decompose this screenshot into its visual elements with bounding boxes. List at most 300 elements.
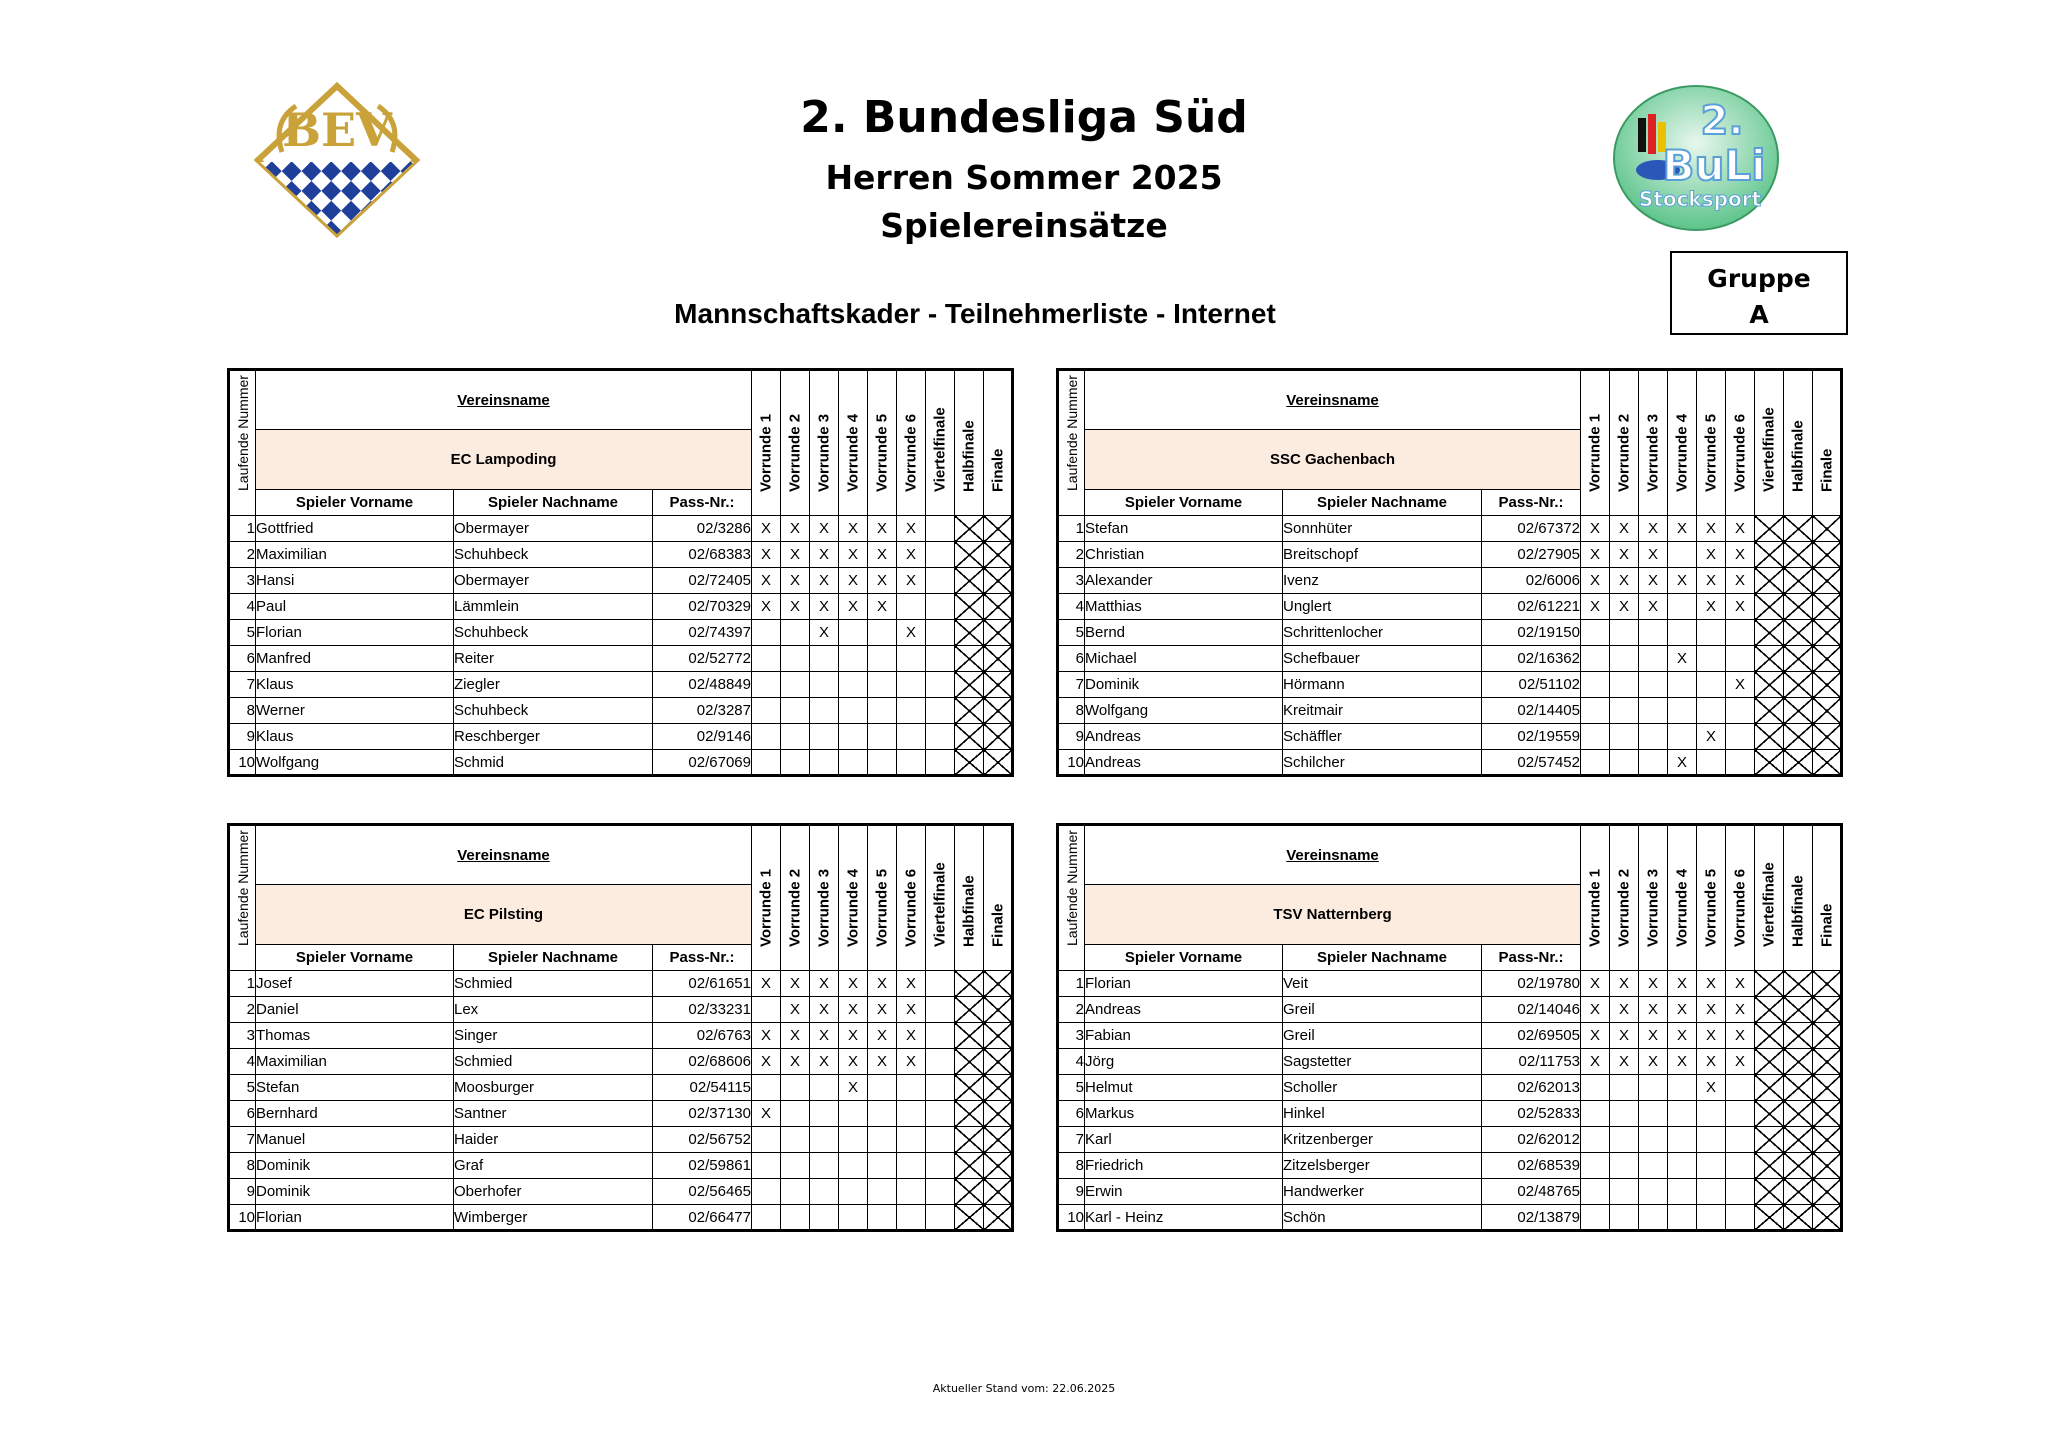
player-number: 4 <box>229 594 256 620</box>
player-pass-number: 02/68606 <box>653 1049 752 1075</box>
player-pass-number: 02/27905 <box>1482 542 1581 568</box>
round-mark <box>1697 750 1726 776</box>
round-mark: X <box>868 594 897 620</box>
round-mark: X <box>1697 516 1726 542</box>
player-last-name: Lex <box>454 997 653 1023</box>
round-mark: X <box>1610 971 1639 997</box>
player-first-name: Erwin <box>1085 1179 1283 1205</box>
round-header-label: Vorrunde 3 <box>1644 413 1662 492</box>
round-mark <box>1726 698 1755 724</box>
crossed-cell <box>1813 542 1842 568</box>
round-mark: X <box>868 542 897 568</box>
crossed-cell <box>1784 1049 1813 1075</box>
crossed-cell <box>1755 1153 1784 1179</box>
player-last-name: Kritzenberger <box>1283 1127 1482 1153</box>
crossed-cell <box>1784 750 1813 776</box>
crossed-cell <box>1813 1205 1842 1231</box>
player-pass-number: 02/9146 <box>653 724 752 750</box>
round-header <box>1726 370 1755 516</box>
player-first-name: Alexander <box>1085 568 1283 594</box>
round-mark <box>926 1179 955 1205</box>
round-header-label: Vorrunde 6 <box>1731 413 1749 492</box>
crossed-cell <box>984 971 1013 997</box>
player-last-name: Schuhbeck <box>454 542 653 568</box>
table-row <box>1058 724 1842 750</box>
player-number: 2 <box>1058 542 1085 568</box>
player-first-name: Fabian <box>1085 1023 1283 1049</box>
round-mark <box>752 620 781 646</box>
player-first-name: Florian <box>256 620 454 646</box>
player-last-name: Schilcher <box>1283 750 1482 776</box>
round-header-label: Vorrunde 4 <box>844 413 862 492</box>
round-mark <box>1726 1127 1755 1153</box>
player-last-name: Obermayer <box>454 568 653 594</box>
player-first-name: Maximilian <box>256 542 454 568</box>
round-mark <box>868 1127 897 1153</box>
round-mark: X <box>897 516 926 542</box>
player-number: 5 <box>229 1075 256 1101</box>
table-row <box>229 646 1013 672</box>
round-mark: X <box>1726 1049 1755 1075</box>
crossed-cell <box>1813 698 1842 724</box>
crossed-cell <box>984 620 1013 646</box>
round-mark <box>868 1101 897 1127</box>
round-mark: X <box>868 568 897 594</box>
crossed-cell <box>955 1179 984 1205</box>
round-mark: X <box>1668 1049 1697 1075</box>
crossed-cell <box>1813 594 1842 620</box>
page-subtitle: Herren Sommer 2025 <box>825 158 1223 197</box>
crossed-cell <box>1755 672 1784 698</box>
round-mark: X <box>752 1023 781 1049</box>
round-mark: X <box>1668 971 1697 997</box>
player-pass-number: 02/6763 <box>653 1023 752 1049</box>
round-mark <box>752 1075 781 1101</box>
player-number: 8 <box>1058 1153 1085 1179</box>
round-mark: X <box>810 997 839 1023</box>
player-last-name: Schefbauer <box>1283 646 1482 672</box>
crossed-cell <box>984 516 1013 542</box>
vorname-header: Spieler Vorname <box>256 490 454 516</box>
round-mark <box>1610 724 1639 750</box>
player-first-name: Klaus <box>256 672 454 698</box>
crossed-cell <box>984 568 1013 594</box>
round-mark <box>1610 620 1639 646</box>
crossed-cell <box>984 750 1013 776</box>
round-mark: X <box>1668 1023 1697 1049</box>
player-last-name: Schmid <box>454 750 653 776</box>
buli-logo-text-3: Stocksport <box>1638 187 1762 211</box>
round-mark <box>1697 620 1726 646</box>
player-pass-number: 02/19559 <box>1482 724 1581 750</box>
round-mark <box>1639 724 1668 750</box>
round-mark <box>1581 1179 1610 1205</box>
table-row <box>229 724 1013 750</box>
round-header <box>1639 825 1668 971</box>
crossed-cell <box>955 724 984 750</box>
player-first-name: Wolfgang <box>256 750 454 776</box>
player-last-name: Sonnhüter <box>1283 516 1482 542</box>
round-mark <box>839 724 868 750</box>
round-mark: X <box>810 542 839 568</box>
player-pass-number: 02/56752 <box>653 1127 752 1153</box>
round-mark <box>897 1179 926 1205</box>
player-last-name: Sagstetter <box>1283 1049 1482 1075</box>
round-mark <box>1697 672 1726 698</box>
round-header-label: Finale <box>989 448 1006 492</box>
nachname-header: Spieler Nachname <box>1283 490 1482 516</box>
crossed-cell <box>1813 516 1842 542</box>
round-mark <box>781 672 810 698</box>
round-mark <box>1639 672 1668 698</box>
table-row <box>229 1023 1013 1049</box>
team-table <box>227 368 1014 777</box>
player-number: 8 <box>229 1153 256 1179</box>
round-mark: X <box>839 1023 868 1049</box>
table-row <box>229 1205 1013 1231</box>
round-mark <box>1726 1179 1755 1205</box>
round-mark: X <box>1610 1023 1639 1049</box>
round-mark <box>926 1023 955 1049</box>
round-mark <box>897 1101 926 1127</box>
round-mark: X <box>897 568 926 594</box>
crossed-cell <box>1784 646 1813 672</box>
player-last-name: Hinkel <box>1283 1101 1482 1127</box>
round-mark: X <box>897 1049 926 1075</box>
round-header-label: Viertelfinale <box>1760 862 1778 947</box>
round-mark <box>1726 1205 1755 1231</box>
crossed-cell <box>1813 971 1842 997</box>
player-pass-number: 02/69505 <box>1482 1023 1581 1049</box>
round-header-label: Vorrunde 5 <box>873 413 891 492</box>
round-mark: X <box>1697 1075 1726 1101</box>
group-value: A <box>1749 300 1769 329</box>
round-mark: X <box>810 568 839 594</box>
round-mark: X <box>839 568 868 594</box>
round-mark: X <box>752 516 781 542</box>
round-header-label: Vorrunde 1 <box>757 868 775 947</box>
round-mark <box>1581 1075 1610 1101</box>
vorname-header: Spieler Vorname <box>1085 490 1283 516</box>
player-last-name: Ivenz <box>1283 568 1482 594</box>
player-number: 3 <box>229 568 256 594</box>
player-last-name: Schuhbeck <box>454 620 653 646</box>
player-pass-number: 02/56465 <box>653 1179 752 1205</box>
crossed-cell <box>1784 971 1813 997</box>
round-header <box>839 370 868 516</box>
round-mark <box>810 724 839 750</box>
pass-header: Pass-Nr.: <box>653 490 752 516</box>
player-pass-number: 02/68383 <box>653 542 752 568</box>
round-mark <box>839 1179 868 1205</box>
round-mark <box>1581 698 1610 724</box>
round-mark <box>1581 1153 1610 1179</box>
round-mark <box>897 1205 926 1231</box>
round-mark: X <box>1610 997 1639 1023</box>
table-row <box>1058 698 1842 724</box>
round-mark: X <box>1668 568 1697 594</box>
round-header <box>1668 825 1697 971</box>
crossed-cell <box>955 672 984 698</box>
nachname-header: Spieler Nachname <box>454 945 653 971</box>
round-header-label: Vorrunde 6 <box>902 868 920 947</box>
crossed-cell <box>1755 1023 1784 1049</box>
round-header-label: Vorrunde 1 <box>1586 868 1604 947</box>
player-pass-number: 02/19150 <box>1482 620 1581 646</box>
round-mark <box>1639 750 1668 776</box>
player-first-name: Karl - Heinz <box>1085 1205 1283 1231</box>
crossed-cell <box>1813 1023 1842 1049</box>
round-mark <box>752 1205 781 1231</box>
crossed-cell <box>984 1075 1013 1101</box>
round-mark <box>926 698 955 724</box>
club-name: EC Pilsting <box>256 885 752 945</box>
crossed-cell <box>984 594 1013 620</box>
player-last-name: Graf <box>454 1153 653 1179</box>
laufende-nummer-header <box>229 370 256 516</box>
player-number: 5 <box>229 620 256 646</box>
player-first-name: Dominik <box>256 1179 454 1205</box>
player-last-name: Veit <box>1283 971 1482 997</box>
round-header <box>1726 825 1755 971</box>
table-row <box>229 568 1013 594</box>
round-header <box>1755 825 1784 971</box>
player-number: 7 <box>1058 672 1085 698</box>
round-mark: X <box>1697 971 1726 997</box>
round-mark <box>868 1153 897 1179</box>
crossed-cell <box>1755 1205 1784 1231</box>
round-mark: X <box>810 1023 839 1049</box>
round-mark <box>926 620 955 646</box>
round-mark <box>1639 620 1668 646</box>
table-row <box>1058 516 1842 542</box>
player-number: 1 <box>1058 516 1085 542</box>
player-pass-number: 02/72405 <box>653 568 752 594</box>
round-mark <box>1610 1153 1639 1179</box>
crossed-cell <box>1784 672 1813 698</box>
round-mark <box>897 698 926 724</box>
player-number: 7 <box>229 672 256 698</box>
player-first-name: Andreas <box>1085 997 1283 1023</box>
round-header <box>1610 370 1639 516</box>
round-mark: X <box>781 594 810 620</box>
player-last-name: Breitschopf <box>1283 542 1482 568</box>
round-mark: X <box>781 971 810 997</box>
round-mark <box>810 1075 839 1101</box>
round-mark <box>781 1127 810 1153</box>
round-mark: X <box>1581 1049 1610 1075</box>
crossed-cell <box>955 997 984 1023</box>
page-title: 2. Bundesliga Süd <box>800 92 1248 143</box>
player-first-name: Werner <box>256 698 454 724</box>
round-mark: X <box>1639 1049 1668 1075</box>
laufende-nummer-label: Laufende Nummer <box>234 830 251 946</box>
player-last-name: Hörmann <box>1283 672 1482 698</box>
round-header-label: Vorrunde 4 <box>844 868 862 947</box>
group-label: Gruppe <box>1707 264 1811 293</box>
player-number: 8 <box>229 698 256 724</box>
round-header-label: Vorrunde 2 <box>1615 868 1633 947</box>
player-pass-number: 02/74397 <box>653 620 752 646</box>
player-number: 6 <box>1058 646 1085 672</box>
laufende-nummer-label: Laufende Nummer <box>1063 830 1080 946</box>
crossed-cell <box>1813 646 1842 672</box>
round-mark <box>781 620 810 646</box>
laufende-nummer-label: Laufende Nummer <box>234 375 251 491</box>
round-mark <box>926 568 955 594</box>
crossed-cell <box>1755 646 1784 672</box>
table-row <box>229 620 1013 646</box>
round-mark: X <box>1697 594 1726 620</box>
player-last-name: Scholler <box>1283 1075 1482 1101</box>
round-header-label: Vorrunde 5 <box>1702 868 1720 947</box>
round-header <box>1610 825 1639 971</box>
crossed-cell <box>1813 568 1842 594</box>
nachname-header: Spieler Nachname <box>454 490 653 516</box>
round-mark: X <box>839 516 868 542</box>
round-mark: X <box>1639 568 1668 594</box>
table-row <box>1058 672 1842 698</box>
round-mark <box>752 1127 781 1153</box>
player-last-name: Schön <box>1283 1205 1482 1231</box>
round-mark <box>926 997 955 1023</box>
round-header <box>1813 825 1842 971</box>
player-first-name: Manuel <box>256 1127 454 1153</box>
round-header <box>810 825 839 971</box>
round-mark <box>839 1205 868 1231</box>
round-mark <box>1610 672 1639 698</box>
round-mark <box>926 672 955 698</box>
round-mark <box>1697 1205 1726 1231</box>
round-mark <box>926 724 955 750</box>
round-mark <box>1639 646 1668 672</box>
player-first-name: Dominik <box>256 1153 454 1179</box>
player-last-name: Schuhbeck <box>454 698 653 724</box>
crossed-cell <box>984 1023 1013 1049</box>
round-header-label: Finale <box>989 903 1006 947</box>
vereinsname-text: Vereinsname <box>457 391 550 409</box>
crossed-cell <box>955 516 984 542</box>
round-mark: X <box>1697 1023 1726 1049</box>
round-mark <box>839 1101 868 1127</box>
round-mark <box>868 1179 897 1205</box>
player-last-name: Schmied <box>454 971 653 997</box>
player-last-name: Schmied <box>454 1049 653 1075</box>
player-last-name: Handwerker <box>1283 1179 1482 1205</box>
crossed-cell <box>1784 516 1813 542</box>
player-last-name: Schäffler <box>1283 724 1482 750</box>
round-mark <box>810 1101 839 1127</box>
player-pass-number: 02/54115 <box>653 1075 752 1101</box>
table-row <box>1058 620 1842 646</box>
round-header <box>984 825 1013 971</box>
round-mark <box>1726 1153 1755 1179</box>
club-name: SSC Gachenbach <box>1085 430 1581 490</box>
player-number: 9 <box>229 1179 256 1205</box>
round-mark: X <box>1581 568 1610 594</box>
crossed-cell <box>1784 698 1813 724</box>
player-first-name: Jörg <box>1085 1049 1283 1075</box>
player-number: 3 <box>229 1023 256 1049</box>
player-first-name: Klaus <box>256 724 454 750</box>
crossed-cell <box>1755 750 1784 776</box>
round-mark <box>868 672 897 698</box>
player-first-name: Karl <box>1085 1127 1283 1153</box>
round-mark <box>781 1179 810 1205</box>
crossed-cell <box>955 620 984 646</box>
round-header <box>926 370 955 516</box>
round-mark <box>1639 1127 1668 1153</box>
round-mark: X <box>810 594 839 620</box>
table-row <box>229 542 1013 568</box>
round-header <box>897 370 926 516</box>
player-last-name: Santner <box>454 1101 653 1127</box>
round-mark <box>781 1075 810 1101</box>
table-row <box>229 1101 1013 1127</box>
round-mark: X <box>1697 568 1726 594</box>
crossed-cell <box>1755 971 1784 997</box>
pass-header: Pass-Nr.: <box>653 945 752 971</box>
crossed-cell <box>1755 1127 1784 1153</box>
player-pass-number: 02/6006 <box>1482 568 1581 594</box>
round-mark <box>1668 594 1697 620</box>
table-row <box>1058 1075 1842 1101</box>
crossed-cell <box>1813 1179 1842 1205</box>
round-mark: X <box>810 1049 839 1075</box>
bev-logo-text: BEV <box>282 103 392 157</box>
crossed-cell <box>1784 594 1813 620</box>
round-mark <box>1610 1127 1639 1153</box>
crossed-cell <box>955 1153 984 1179</box>
player-last-name: Ziegler <box>454 672 653 698</box>
player-last-name: Lämmlein <box>454 594 653 620</box>
round-mark <box>1610 698 1639 724</box>
round-mark <box>839 620 868 646</box>
crossed-cell <box>1784 1127 1813 1153</box>
round-mark: X <box>752 568 781 594</box>
player-pass-number: 02/59861 <box>653 1153 752 1179</box>
footer-date: Aktueller Stand vom: 22.06.2025 <box>932 1382 1116 1395</box>
round-mark <box>1639 1153 1668 1179</box>
round-mark: X <box>810 516 839 542</box>
player-first-name: Friedrich <box>1085 1153 1283 1179</box>
vorname-header: Spieler Vorname <box>1085 945 1283 971</box>
crossed-cell <box>955 1049 984 1075</box>
round-header-label: Vorrunde 3 <box>815 868 833 947</box>
round-mark <box>810 1205 839 1231</box>
round-mark <box>897 672 926 698</box>
laufende-nummer-header <box>1058 370 1085 516</box>
player-first-name: Andreas <box>1085 750 1283 776</box>
player-number: 3 <box>1058 568 1085 594</box>
round-header-label: Vorrunde 2 <box>786 868 804 947</box>
table-row <box>229 750 1013 776</box>
round-mark <box>1581 750 1610 776</box>
table-row <box>1058 1023 1842 1049</box>
round-mark <box>1639 1179 1668 1205</box>
round-mark: X <box>1610 568 1639 594</box>
table-row <box>1058 1049 1842 1075</box>
crossed-cell <box>955 1205 984 1231</box>
round-mark: X <box>781 542 810 568</box>
round-header-label: Viertelfinale <box>1760 407 1778 492</box>
player-pass-number: 02/52772 <box>653 646 752 672</box>
table-row <box>229 698 1013 724</box>
round-mark <box>1610 1101 1639 1127</box>
table-row <box>229 594 1013 620</box>
round-header <box>839 825 868 971</box>
round-mark: X <box>868 516 897 542</box>
